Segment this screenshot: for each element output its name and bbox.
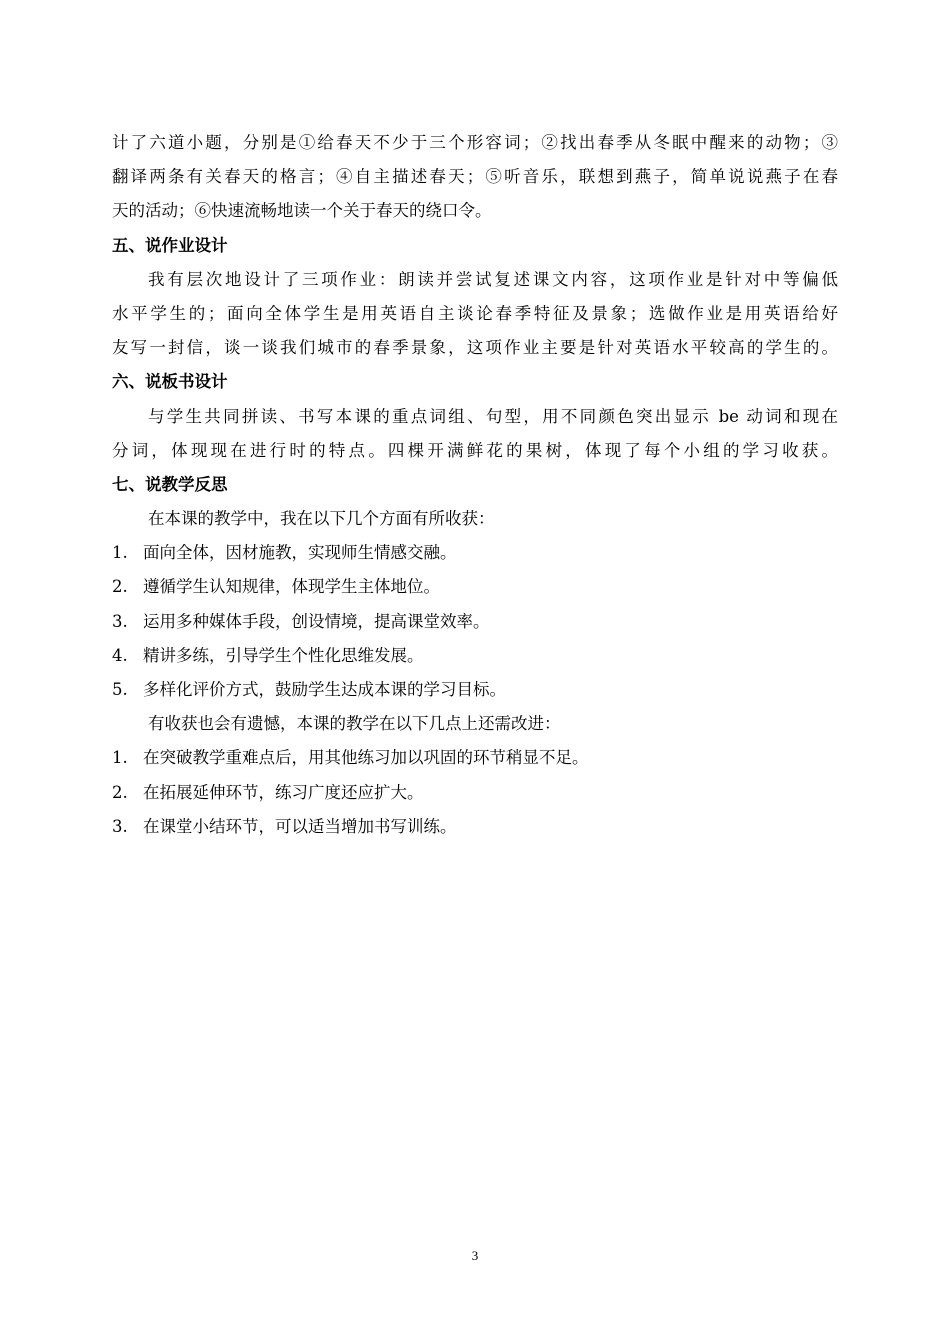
paragraph-line: 计了六道小题，分别是①给春天不少于三个形容词；②找出春季从冬眠中醒来的动物；③ [112, 133, 838, 152]
paragraph-line: 分词，体现现在进行时的特点。四棵开满鲜花的果树，体现了每个小组的学习收获。 [112, 440, 838, 460]
paragraph-line: 友写一封信，谈一谈我们城市的春季景象，这项作业主要是针对英语水平较高的学生的。 [112, 338, 838, 358]
list-text: 面向全体，因材施教，实现师生情感交融。 [143, 543, 457, 563]
list-item [112, 639, 838, 673]
list-number: 4. [112, 645, 128, 665]
list-text: 在拓展延伸环节，练习广度还应扩大。 [143, 782, 424, 802]
improve-intro: 有收获也会有遗憾，本课的教学在以下几点上还需改进： [148, 714, 561, 734]
list-text: 精讲多练，引导学生个性化思维发展。 [143, 645, 424, 665]
section-heading: 五、说作业设计 [112, 235, 228, 255]
document-page [112, 126, 838, 844]
list-text: 多样化评价方式，鼓励学生达成本课的学习目标。 [143, 680, 506, 699]
paragraph-line: 与学生共同拼读、书写本课的重点词组、句型，用不同颜色突出显示 be 动词和现在 [148, 406, 838, 426]
page-number: 3 [471, 1248, 479, 1263]
list-item [112, 536, 838, 570]
list-item [112, 810, 838, 844]
list-number: 5. [112, 680, 128, 699]
paragraph-line: 翻译两条有关春天的格言；④自主描述春天；⑤听音乐，联想到燕子，简单说说燕子在春 [112, 167, 838, 187]
paragraph-line: 天的活动；⑥快速流畅地读一个关于春天的绕口令。 [112, 201, 492, 221]
section-heading: 六、说板书设计 [112, 372, 228, 392]
paragraph-line: 水平学生的；面向全体学生是用英语自主谈论春季特征及景象；选做作业是用英语给好 [112, 303, 838, 323]
gains-intro: 在本课的教学中，我在以下几个方面有所收获： [148, 509, 495, 529]
list-item [112, 776, 838, 810]
list-text: 在突破教学重难点后，用其他练习加以巩固的环节稍显不足。 [143, 748, 589, 768]
list-number: 2. [112, 782, 128, 802]
list-item [112, 673, 838, 707]
list-text: 遵循学生认知规律，体现学生主体地位。 [143, 577, 440, 597]
list-number: 3. [112, 611, 128, 631]
list-item [112, 605, 838, 639]
list-number: 1. [112, 748, 128, 768]
list-text: 运用多种媒体手段，创设情境，提高课堂效率。 [143, 611, 490, 631]
list-text: 在课堂小结环节，可以适当增加书写训练。 [143, 816, 457, 836]
list-number: 2. [112, 577, 128, 597]
paragraph-line: 我有层次地设计了三项作业：朗读并尝试复述课文内容，这项作业是针对中等偏低 [148, 269, 838, 289]
section-heading: 七、说教学反思 [112, 474, 228, 494]
list-item [112, 741, 838, 775]
list-number: 3. [112, 816, 128, 836]
list-item [112, 570, 838, 604]
list-number: 1. [112, 543, 128, 563]
